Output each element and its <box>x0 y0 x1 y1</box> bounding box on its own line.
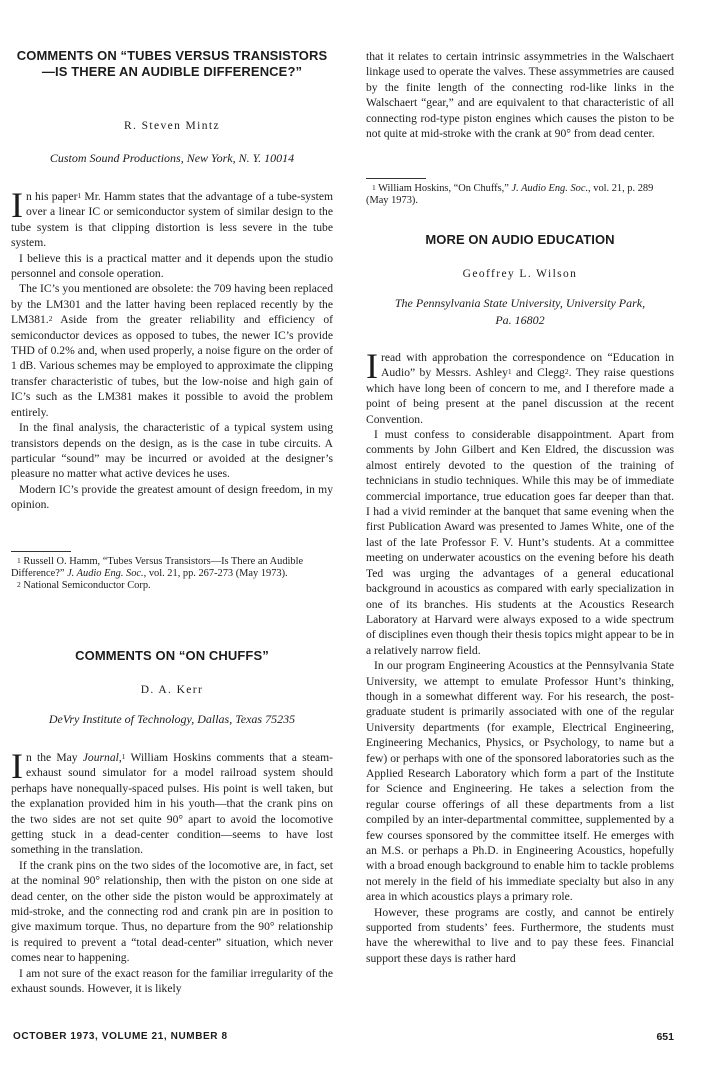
text-run: Russell O. Hamm, “Tubes Versus Transistors—Is There an Audible Difference?” <box>11 556 304 580</box>
affiliation-devry: DeVry Institute of Technology, Dallas, Texas 75235 <box>48 712 296 726</box>
paragraph: I believe this is a practical matter and it depends upon the studio personnel and console operation. <box>11 251 333 281</box>
article-title-on-chuffs: COMMENTS ON “ON CHUFFS” <box>75 648 269 663</box>
author-mintz: R. Steven Mintz <box>123 120 221 132</box>
paragraph <box>366 346 674 427</box>
text-run: William Hoskins comments that a steam-exhaust sound simulator for a model railroad system should perhaps have nonequally-spaced pulses. His point is well taken, but the explanation provided him in his youth—that the crank pins on the two sides are not set quite 90° apart to avoid the locomotive getting stuck in a dead-center condition—seems to have lost something in the translation. <box>11 751 333 857</box>
paragraph: I am not sure of the exact reason for the familiar irregularity of the exhaust sounds. However, it is likely <box>11 966 333 996</box>
article2-footnotes <box>366 183 674 207</box>
text-run: National Semiconductor Corp. <box>20 580 151 592</box>
journal-name: J. Audio Eng. Soc. <box>511 183 589 194</box>
article-title-tubes-vs-transistors: COMMENTS ON “TUBES VERSUS TRANSISTORS—IS THERE AN AUDIBLE DIFFERENCE?” <box>16 48 328 79</box>
footnote-ref: 1 <box>121 752 126 761</box>
text-run: n the May <box>26 751 83 764</box>
text-run: read with approbation the correspondence on “Education in Audio” by Messrs. Ashley <box>381 351 674 380</box>
paragraph: If the crank pins on the two sides of the locomotive are, in fact, set at the nominal 90° relationship, then with the piston on one side at dead center, on the other side the piston would be approximately at mid-stroke, and the connecting rod and crank pin are in position to give maximum torque. Thus, no departure from the 90° relationship is required to prevent a “total dead-center” situation, which never comes near to happening. <box>11 858 333 965</box>
journal-issue-footer: OCTOBER 1973, VOLUME 21, NUMBER 8 <box>13 1031 228 1042</box>
footnote-ref: 2 <box>48 314 53 324</box>
paragraph <box>11 185 333 251</box>
paragraph: In our program Engineering Acoustics at the Pennsylvania State University, we attempt to emulate Professor Hunt’s thinking, though in a somewhat different way. For his research, the post-graduate student is primarily associated with one of the regular University departments (for example, Electrical Engineering, Engineering Mechanics, Physics, or Psychology, to name but a few) or perhaps with one of the sponsored laboratories such as the Applied Research Laboratory which form a part of the Institute for Science and Engineering. He takes a selection from the regular course offerings of all these departments from a list compiled by an inter-departmental committee, supplemented by a few courses sponsored by the committee itself. He emerges with an M.S. or perhaps a Ph.D. in Engineering Acoustics, hopefully with a broad enough background to enable him to tackle problems not merely in the field of his immediate specialty but also in any area in which acoustics plays a primary role. <box>366 659 674 904</box>
footnote <box>366 183 674 207</box>
footnote-divider <box>366 178 426 179</box>
paragraph: Modern IC’s provide the greatest amount of design freedom, in my opinion. <box>11 482 333 512</box>
paragraph <box>11 281 333 420</box>
article1-body <box>11 185 333 513</box>
paragraph: I must confess to considerable disappointment. Apart from comments by John Gilbert and Ken Eldred, the discussion was almost entirely devoted to the question of the training of technicians in studio techniques. While this may be of immediate commercial importance, true education goes far deeper than that. I had a vivid reminder at the banquet that same evening when the first Publication Award was presented to James White, one of the last of the late Professor F. V. Hunt’s students. At a committee meeting on underwater acoustics on the evening before his death Ted was urging the advantages of a general educational background in acoustics as compared with early specialization in one of its branches. His students at the Acoustics Research Laboratory at Harvard were always exposed to a wide spectrum of disciplines even though their thesis topics might appear to be in a relatively narrow field. <box>366 428 674 657</box>
affiliation-custom-sound: Custom Sound Productions, New York, N. Y. 10014 <box>49 151 295 165</box>
footnote-ref: 1 <box>77 191 82 200</box>
article2-body <box>11 746 333 997</box>
article2-continuation <box>366 49 674 141</box>
footnote <box>11 556 333 580</box>
article1-footnotes <box>11 556 333 593</box>
paragraph: In the final analysis, the characteristic of a typical system using transistors depends on the design, as is the case in tube circuits. A particular “sound” may be incurred or avoided at the designer’s pleasure no matter what active devices he uses. <box>11 421 333 481</box>
journal-name: J. Audio Eng. Soc. <box>67 568 144 580</box>
text-run: Mr. Hamm states that the advantage of a tube-system over a linear IC or semiconductor system of similar design to the tube system is that clipping distortion is less severe in the tube system. <box>11 190 333 250</box>
text-run: Aside from the greater reliability and efficiency of semiconductor devices as opposed to tubes, the newer IC’s provide THD of 0.2% and, when used properly, a noise figure on the order of 1 dB. Various schemes may be employed to approximate the clipping transfer characteristic of tubes, but the low-noise and high gain of IC’s such as the LM381 makes it possible to avoid the problem entirely. <box>11 313 333 419</box>
author-wilson: Geoffrey L. Wilson <box>462 268 578 280</box>
footnote <box>11 580 333 592</box>
drop-cap: I <box>366 346 378 386</box>
text-run: William Hoskins, “On Chuffs,” <box>375 183 512 194</box>
text-run: , vol. 21, pp. 267-273 (May 1973). <box>143 568 288 580</box>
journal-name: Journal <box>82 751 119 764</box>
paragraph: In the May Journal,$^1$ William Hoskins comments that a steam-exhaust sound simulator for a model railroad system should perhaps have nonequally-spaced pulses. His point is well taken, but the explanation provided him in his youth—that the crank pins on the two sides are not set quite 90° apart to avoid the locomotive getting stuck in a dead-center condition—seems to have lost something in the translation. <box>11 746 333 857</box>
text-run: n his paper <box>26 190 78 203</box>
page-number: 651 <box>656 1031 674 1043</box>
drop-cap: I <box>11 185 23 225</box>
text-run: and Clegg <box>511 366 565 380</box>
paragraph: However, these programs are costly, and cannot be entirely supported from students’ fees. Furthermore, the students must have the wherewithal to live and to pay these fees. Financial support these days is rather hard <box>366 905 674 965</box>
article-title-audio-education: MORE ON AUDIO EDUCATION <box>425 232 615 247</box>
footnote-number: 1 <box>372 183 376 192</box>
text-run: , vol. 21, p. 289 (May 1973). <box>366 183 654 207</box>
footnote-ref: 2 <box>564 367 569 377</box>
footnote-number: 1 <box>17 556 21 565</box>
text-run: The IC’s you mentioned are obsolete: the 709 having been replaced by the LM301 and the latter having been replaced recently by the LM381. <box>11 282 333 327</box>
footnote-divider <box>11 551 71 552</box>
footnote-number: 2 <box>17 580 21 590</box>
paragraph: that it relates to certain intrinsic assymmetries in the Walschaert linkage used to operate the valves. These assymmetries are caused by the finite length of the connecting rod-like links in the Walschaert “gear,” and are equivalent to that characteristic of all connecting rod-type piston engines which causes the piston to be not quite at mid-stroke with the crank at 90° from dead center. <box>366 50 674 141</box>
footnote-ref: 1 <box>507 367 512 377</box>
article3-body <box>366 346 674 966</box>
text-run: . They raise questions which have long been of concern to me, and I therefore made a point of being present at the panel discussion at the recent Convention. <box>366 366 674 426</box>
author-kerr: D. A. Kerr <box>140 684 204 696</box>
drop-cap: I <box>11 746 23 786</box>
affiliation-penn-state: The Pennsylvania State University, University Park, Pa. 16802 <box>394 296 646 327</box>
